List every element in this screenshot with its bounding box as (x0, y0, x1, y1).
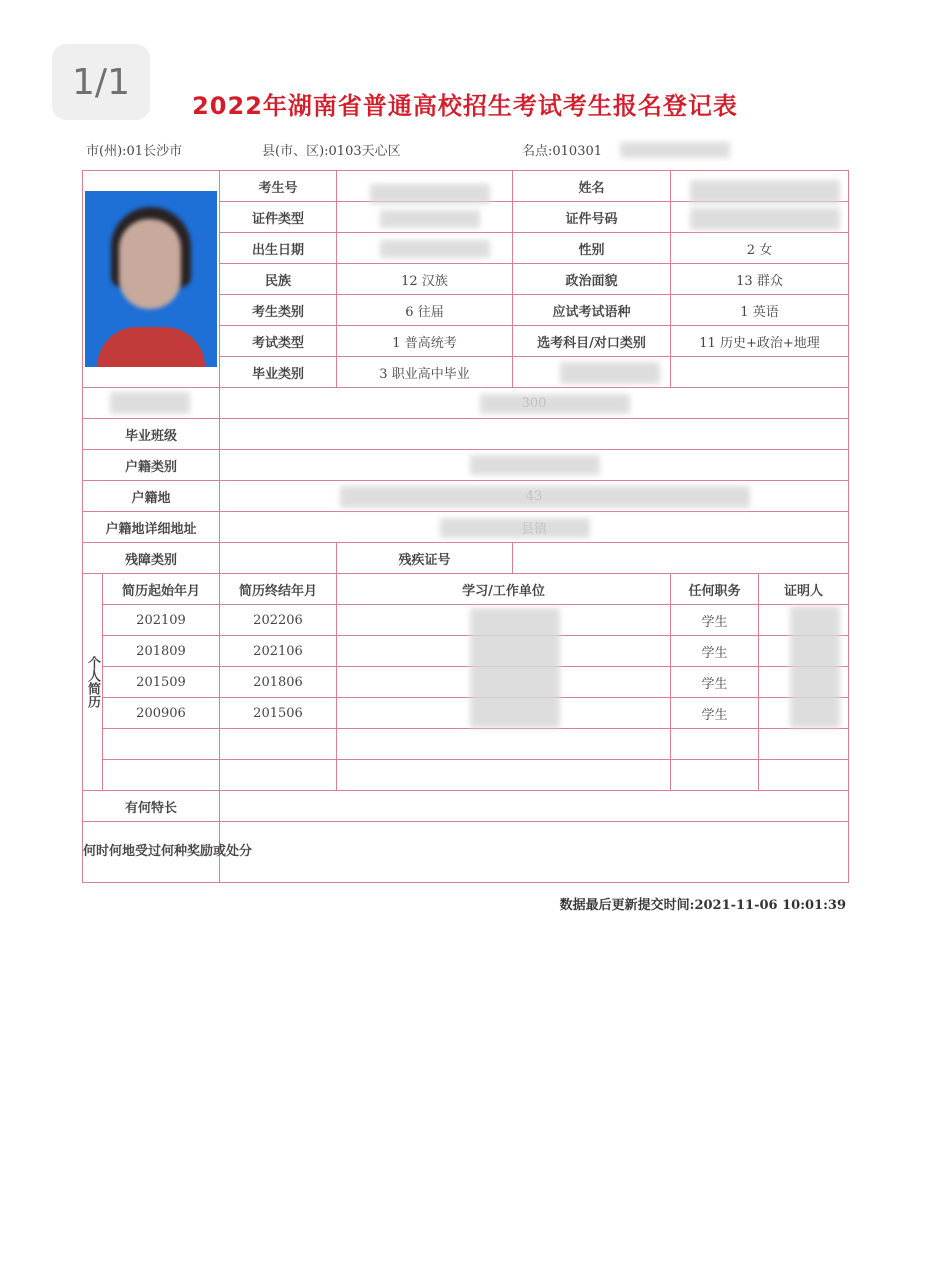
label-exam-no: 考生号 (220, 171, 337, 202)
redacted-hukou-type (470, 455, 600, 475)
value-ethnicity: 12 汉族 (337, 264, 513, 295)
resume-role: 学生 (671, 667, 759, 698)
value-politics: 13 群众 (671, 264, 849, 295)
resume-end: 202106 (220, 636, 337, 667)
photo-cell (83, 171, 220, 388)
label-id-type: 证件类型 (220, 202, 337, 233)
table-row (83, 636, 849, 667)
table-row (83, 729, 849, 760)
label-hukou-type: 户籍类别 (83, 450, 220, 481)
label-hukou-place: 户籍地 (83, 481, 220, 512)
resume-start: 201509 (103, 667, 220, 698)
meta-site: 名点:010301 (522, 144, 603, 159)
value-disability-no (513, 543, 849, 574)
page-indicator: 1/1 (52, 44, 150, 120)
resume-end: 201806 (220, 667, 337, 698)
label-name: 姓名 (513, 171, 671, 202)
resume-end: 202206 (220, 605, 337, 636)
value-subjects: 11 历史+政治+地理 (671, 326, 849, 357)
form-title: 2022年湖南省普通高校招生考试考生报名登记表 (192, 92, 738, 120)
label-exam-type: 考试类型 (220, 326, 337, 357)
label-specialty: 有何特长 (83, 791, 220, 822)
label-birth: 出生日期 (220, 233, 337, 264)
value-disability-type (220, 543, 337, 574)
value-exam-language: 1 英语 (671, 295, 849, 326)
redacted-row-value (480, 394, 630, 414)
resume-header-role: 任何职务 (671, 574, 759, 605)
redacted-id-no (690, 208, 840, 230)
resume-end: 201506 (220, 698, 337, 729)
label-exam-language: 应试考试语种 (513, 295, 671, 326)
label-disability-type: 残障类别 (83, 543, 220, 574)
redacted-site (620, 142, 730, 158)
redacted-exam-no (370, 184, 490, 204)
value-grad-type: 3 职业高中毕业 (337, 357, 513, 388)
redacted-birth (380, 240, 490, 258)
last-updated-time: 数据最后更新提交时间:2021-11-06 10:01:39 (559, 898, 846, 913)
value-redacted (671, 357, 849, 388)
redacted-name (690, 180, 840, 204)
table-row (83, 698, 849, 729)
candidate-photo (85, 191, 217, 367)
resume-role: 学生 (671, 605, 759, 636)
value-specialty (220, 791, 849, 822)
label-id-no: 证件号码 (513, 202, 671, 233)
label-ethnicity: 民族 (220, 264, 337, 295)
resume-start: 201809 (103, 636, 220, 667)
table-row (83, 760, 849, 791)
resume-header-start: 简历起始年月 (103, 574, 220, 605)
label-grad-type: 毕业类别 (220, 357, 337, 388)
meta-city: 市(州):01长沙市 (86, 144, 183, 159)
redacted-hukou-place (340, 486, 750, 508)
resume-header-unit: 学习/工作单位 (337, 574, 671, 605)
meta-county: 县(市、区):0103天心区 (262, 144, 401, 159)
label-candidate-type: 考生类别 (220, 295, 337, 326)
resume-header-end: 简历终结年月 (220, 574, 337, 605)
redacted-id-type (380, 210, 480, 228)
value-awards (220, 822, 849, 883)
table-row (83, 667, 849, 698)
label-subjects: 选考科目/对口类别 (513, 326, 671, 357)
redacted-hukou-address (440, 518, 590, 538)
resume-role: 学生 (671, 698, 759, 729)
label-politics: 政治面貌 (513, 264, 671, 295)
label-hukou-address: 户籍地详细地址 (83, 512, 220, 543)
table-row (83, 605, 849, 636)
resume-start: 200906 (103, 698, 220, 729)
redacted-resume-witness (790, 606, 840, 728)
redacted-school (560, 362, 660, 384)
redacted-row-label-blur (110, 392, 190, 414)
label-gender: 性别 (513, 233, 671, 264)
redacted-resume-units (470, 608, 560, 728)
resume-start: 202109 (103, 605, 220, 636)
value-gender: 2 女 (671, 233, 849, 264)
value-exam-type: 1 普高统考 (337, 326, 513, 357)
resume-header-witness: 证明人 (759, 574, 849, 605)
resume-role: 学生 (671, 636, 759, 667)
value-grad-class (220, 419, 849, 450)
label-grad-class: 毕业班级 (83, 419, 220, 450)
value-candidate-type: 6 往届 (337, 295, 513, 326)
label-awards: 何时何地受过何种奖励或处分 (83, 822, 220, 883)
label-disability-no: 残疾证号 (337, 543, 513, 574)
label-resume: 个人简历 (83, 574, 103, 791)
